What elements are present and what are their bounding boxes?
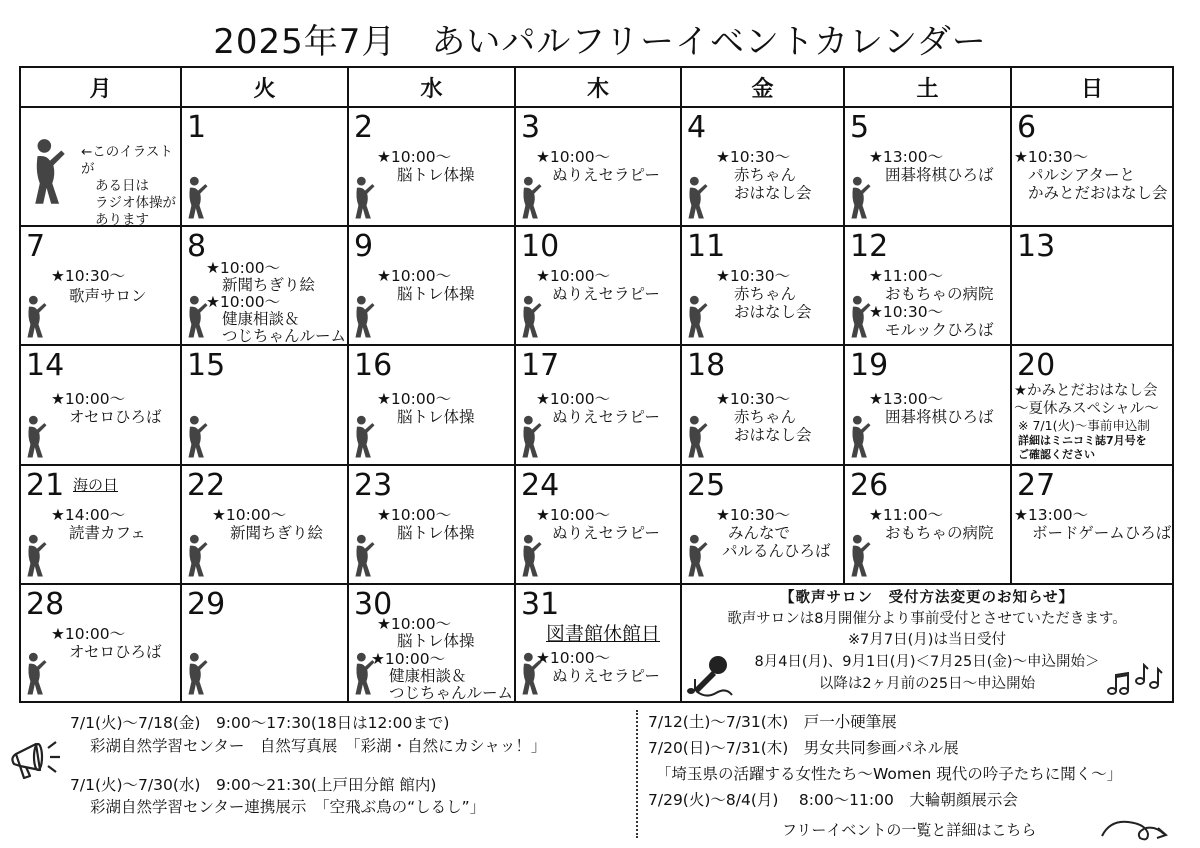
notice-box xyxy=(682,585,1172,701)
day-cell-8 xyxy=(181,226,348,345)
day-cell-31 xyxy=(515,584,681,702)
day-cell-12 xyxy=(844,226,1011,345)
event-time: ★10:00～ xyxy=(212,505,287,524)
exercise-figure-icon xyxy=(521,295,543,339)
day-cell-29 xyxy=(181,584,348,702)
day-cell-25 xyxy=(681,465,844,584)
exhibit-right-3: 7/29(火)～8/4(月) 8:00～11:00 大輪朝顔展示会 xyxy=(648,791,1018,809)
event-title: つじちゃんルーム xyxy=(222,327,347,346)
event-title: ぬりえセラピー xyxy=(552,408,660,427)
event-title: 新聞ちぎり絵 xyxy=(222,276,316,295)
event-time: ★10:30～ xyxy=(716,148,791,167)
event-time: ★10:00～ xyxy=(536,505,611,524)
day-number: 11 xyxy=(687,229,726,265)
event-title: ぬりえセラピー xyxy=(552,666,660,685)
exercise-figure-icon xyxy=(850,415,872,459)
day-cell-6 xyxy=(1011,107,1173,226)
day-number: 20 xyxy=(1017,348,1056,384)
exercise-figure-icon xyxy=(354,534,376,578)
exercise-figure-icon xyxy=(26,295,48,339)
music-notes-icon xyxy=(1104,663,1164,699)
day-number: 25 xyxy=(687,467,726,503)
day-cell-26 xyxy=(844,465,1011,584)
event-title: 読書カフェ xyxy=(69,523,146,542)
event-title: パルシアターと xyxy=(1028,166,1136,185)
day-number: 18 xyxy=(687,348,726,384)
event-time: ★13:00～ xyxy=(869,390,944,409)
weekday-sun: 日 xyxy=(1011,67,1173,107)
event-title: かみとだおはなし会 xyxy=(1028,184,1168,203)
exhibit-right-1: 7/12(土)～7/31(木) 戸一小硬筆展 xyxy=(648,713,897,731)
weekday-thu: 木 xyxy=(515,67,681,107)
day-number: 27 xyxy=(1017,467,1056,503)
exercise-figure-icon xyxy=(187,295,209,339)
exercise-figure-icon xyxy=(521,652,543,696)
day-number: 26 xyxy=(850,467,889,503)
event-time: ★10:30～ xyxy=(716,390,791,409)
event-title: 赤ちゃん xyxy=(734,166,797,185)
event-note: 詳細はミニコミ誌7月号を xyxy=(1018,434,1147,448)
event-time: ★10:30～ xyxy=(51,267,126,286)
day-number: 9 xyxy=(354,229,374,265)
day-cell-2 xyxy=(348,107,515,226)
day-cell-30 xyxy=(348,584,515,702)
exercise-figure-icon xyxy=(850,534,872,578)
exercise-figure-icon xyxy=(26,652,48,696)
day-number: 2 xyxy=(354,110,374,146)
day-cell-4 xyxy=(681,107,844,226)
event-time: ★10:30～ xyxy=(869,303,944,322)
footer-link[interactable]: フリーイベントの一覧と詳細はこちら xyxy=(782,821,1037,839)
notice-line: ※7月7日(月)は当日受付 xyxy=(848,631,1006,648)
event-time: ★10:00～ xyxy=(51,390,126,409)
event-time: ★10:00～ xyxy=(206,259,281,278)
event-title: 赤ちゃん xyxy=(734,408,797,427)
event-title: ぬりえセラピー xyxy=(552,166,660,185)
day-number: 24 xyxy=(521,467,560,503)
notice-heading: 【歌声サロン 受付方法変更のお知らせ】 xyxy=(779,589,1075,606)
event-time: ★13:00～ xyxy=(1014,505,1089,524)
day-cell-5 xyxy=(844,107,1011,226)
event-title: 脳トレ体操 xyxy=(397,285,475,304)
event-time: ★10:00～ xyxy=(536,148,611,167)
day-number: 10 xyxy=(521,229,560,265)
exercise-figure-icon xyxy=(354,652,376,696)
day-cell-20 xyxy=(1011,345,1173,464)
exercise-figure-icon xyxy=(354,415,376,459)
event-time: ★10:00～ xyxy=(206,293,281,312)
exercise-figure-icon xyxy=(354,176,376,220)
exercise-figure-icon xyxy=(187,415,209,459)
day-number: 6 xyxy=(1017,110,1037,146)
day-number: 3 xyxy=(521,110,541,146)
event-time: ★10:00～ xyxy=(377,390,452,409)
event-title: 歌声サロン xyxy=(69,287,147,306)
event-time: ★10:00～ xyxy=(377,614,452,633)
exercise-figure-icon xyxy=(187,534,209,578)
exercise-figure-icon xyxy=(187,652,209,696)
day-cell-27 xyxy=(1011,465,1173,584)
day-number: 16 xyxy=(354,348,393,384)
arrow-icon xyxy=(1100,814,1170,844)
day-cell-1 xyxy=(181,107,348,226)
exhibit-left-2-title: 彩湖自然学習センター連携展示 「空飛ぶ鳥の“しるし”」 xyxy=(90,798,486,816)
day-number: 31 xyxy=(521,586,560,622)
weekday-tue: 火 xyxy=(181,67,348,107)
day-number: 21 xyxy=(26,467,65,503)
weekday-mon: 月 xyxy=(20,67,181,107)
day-number: 4 xyxy=(687,110,707,146)
day-cell-21 xyxy=(20,465,181,584)
event-title: おもちゃの病院 xyxy=(885,523,994,542)
event-title: 新聞ちぎり絵 xyxy=(230,523,324,542)
notice-line: 8月4日(月)、9月1日(月)＜7月25日(金)～申込開始＞ xyxy=(754,653,1100,670)
exercise-figure-icon xyxy=(187,176,209,220)
event-time: ★13:00～ xyxy=(869,148,944,167)
day-number: 30 xyxy=(354,586,393,622)
day-number: 12 xyxy=(850,229,889,265)
day-cell-16 xyxy=(348,345,515,464)
legend-cell xyxy=(20,107,181,229)
notice-line: 歌声サロンは8月開催分より事前受付とさせていただきます。 xyxy=(727,610,1127,627)
exercise-figure-icon xyxy=(521,534,543,578)
exhibit-left-1-date: 7/1(火)～7/18(金) 9:00～17:30(18日は12:00まで) xyxy=(70,714,450,732)
day-cell-15 xyxy=(181,345,348,464)
event-title: おはなし会 xyxy=(734,184,812,203)
day-cell-24 xyxy=(515,465,681,584)
day-number: 17 xyxy=(521,348,560,384)
event-time: ★11:00～ xyxy=(869,267,944,286)
event-time: ★10:00～ xyxy=(536,390,611,409)
day-number: 19 xyxy=(850,348,889,384)
event-title: おはなし会 xyxy=(734,303,812,322)
event-title: 健康相談＆ xyxy=(389,666,467,685)
event-time: ★10:00～ xyxy=(51,624,126,643)
exercise-figure-icon xyxy=(687,295,709,339)
day-number: 1 xyxy=(187,110,207,146)
event-title: ★かみとだおはなし会 xyxy=(1014,383,1158,400)
day-number: 15 xyxy=(187,348,226,384)
event-time: ★11:00～ xyxy=(869,505,944,524)
day-cell-10 xyxy=(515,226,681,345)
day-number: 29 xyxy=(187,586,226,622)
exercise-figure-icon xyxy=(687,176,709,220)
event-title: 脳トレ体操 xyxy=(397,166,475,185)
event-time: ★10:00～ xyxy=(377,267,452,286)
day-number: 23 xyxy=(354,467,393,503)
day-cell-13 xyxy=(1011,226,1173,345)
event-time: ★14:00～ xyxy=(51,505,126,524)
exercise-figure-icon xyxy=(33,136,67,208)
event-title: ぬりえセラピー xyxy=(552,523,660,542)
day-cell-7 xyxy=(20,226,181,345)
event-title: オセロひろば xyxy=(69,408,162,427)
day-cell-17 xyxy=(515,345,681,464)
day-number: 7 xyxy=(26,229,46,265)
legend-text: ←このイラストが ある日は ラジオ体操が あります xyxy=(81,144,176,229)
page-title: 2025年7月 あいパルフリーイベントカレンダー xyxy=(213,22,987,62)
library-closed-label: 図書館休館日 xyxy=(546,622,661,645)
exercise-figure-icon xyxy=(687,534,709,578)
day-cell-9 xyxy=(348,226,515,345)
event-title: モルックひろば xyxy=(885,321,994,340)
exhibit-right-2-subtitle: 「埼玉県の活躍する女性たち～Women 現代の吟子たちに聞く～」 xyxy=(656,765,1123,783)
day-cell-19 xyxy=(844,345,1011,464)
weekday-wed: 水 xyxy=(348,67,515,107)
event-subtitle: ～夏休みスペシャル～ xyxy=(1014,401,1159,418)
event-title: みんなで xyxy=(728,523,791,542)
exercise-figure-icon xyxy=(521,176,543,220)
exercise-figure-icon xyxy=(26,415,48,459)
exhibit-left-2-date: 7/1(火)～7/30(水) 9:00～21:30(上戸田分館 館内) xyxy=(70,776,437,794)
weekday-fri: 金 xyxy=(681,67,844,107)
day-number: 22 xyxy=(187,467,226,503)
day-cell-3 xyxy=(515,107,681,226)
event-title: 健康相談＆ xyxy=(222,310,300,329)
event-time: ★10:00～ xyxy=(536,267,611,286)
event-title: オセロひろば xyxy=(69,642,162,661)
weekday-header-row xyxy=(20,67,1173,107)
day-cell-28 xyxy=(20,584,181,702)
weekday-sat: 土 xyxy=(844,67,1011,107)
event-time: ★10:30～ xyxy=(1014,148,1089,167)
exercise-figure-icon xyxy=(521,415,543,459)
exercise-figure-icon xyxy=(850,176,872,220)
event-title: 脳トレ体操 xyxy=(397,408,475,427)
event-title: 囲碁将棋ひろば xyxy=(885,408,994,427)
event-title: 脳トレ体操 xyxy=(397,523,475,542)
day-cell-14 xyxy=(20,345,181,464)
event-title: おもちゃの病院 xyxy=(885,285,994,304)
event-note: ※ 7/1(火)～事前申込制 xyxy=(1018,418,1150,434)
exercise-figure-icon xyxy=(687,415,709,459)
day-cell-23 xyxy=(348,465,515,584)
day-cell-18 xyxy=(681,345,844,464)
holiday-label: 海の日 xyxy=(73,475,119,494)
day-number: 28 xyxy=(26,586,65,622)
event-title: ぬりえセラピー xyxy=(552,285,660,304)
event-title: おはなし会 xyxy=(734,426,812,445)
day-cell-22 xyxy=(181,465,348,584)
notice-cell xyxy=(681,584,1173,702)
day-number: 14 xyxy=(26,348,65,384)
calendar-grid xyxy=(19,66,1174,703)
event-title: 赤ちゃん xyxy=(734,285,797,304)
event-time: ★10:00～ xyxy=(371,649,446,668)
day-number: 8 xyxy=(187,229,207,265)
exercise-figure-icon xyxy=(354,295,376,339)
event-title: 脳トレ体操 xyxy=(397,631,475,650)
exhibit-right-2: 7/20(日)～7/31(木) 男女共同参画パネル展 xyxy=(648,739,959,757)
divider xyxy=(636,710,638,838)
event-time: ★10:00～ xyxy=(377,148,452,167)
event-time: ★10:00～ xyxy=(536,648,611,667)
event-time: ★10:30～ xyxy=(716,505,791,524)
event-note: ご確認ください xyxy=(1018,448,1095,462)
megaphone-icon xyxy=(6,736,62,782)
exercise-figure-icon xyxy=(26,534,48,578)
microphone-icon xyxy=(686,653,736,699)
event-time: ★10:00～ xyxy=(377,505,452,524)
day-number: 13 xyxy=(1017,229,1056,265)
day-cell-11 xyxy=(681,226,844,345)
event-title: つじちゃんルーム xyxy=(389,683,514,702)
event-time: ★10:30～ xyxy=(716,267,791,286)
notice-line: 以降は2ヶ月前の25日～申込開始 xyxy=(818,675,1036,692)
event-title: パルるんひろば xyxy=(722,541,831,560)
exhibit-left-1-title: 彩湖自然学習センター 自然写真展 「彩湖・自然にカシャッ！」 xyxy=(90,737,547,755)
day-number: 5 xyxy=(850,110,870,146)
event-title: 囲碁将棋ひろば xyxy=(885,166,994,185)
event-title: ボードゲームひろば xyxy=(1032,523,1172,542)
exercise-figure-icon xyxy=(850,295,872,339)
